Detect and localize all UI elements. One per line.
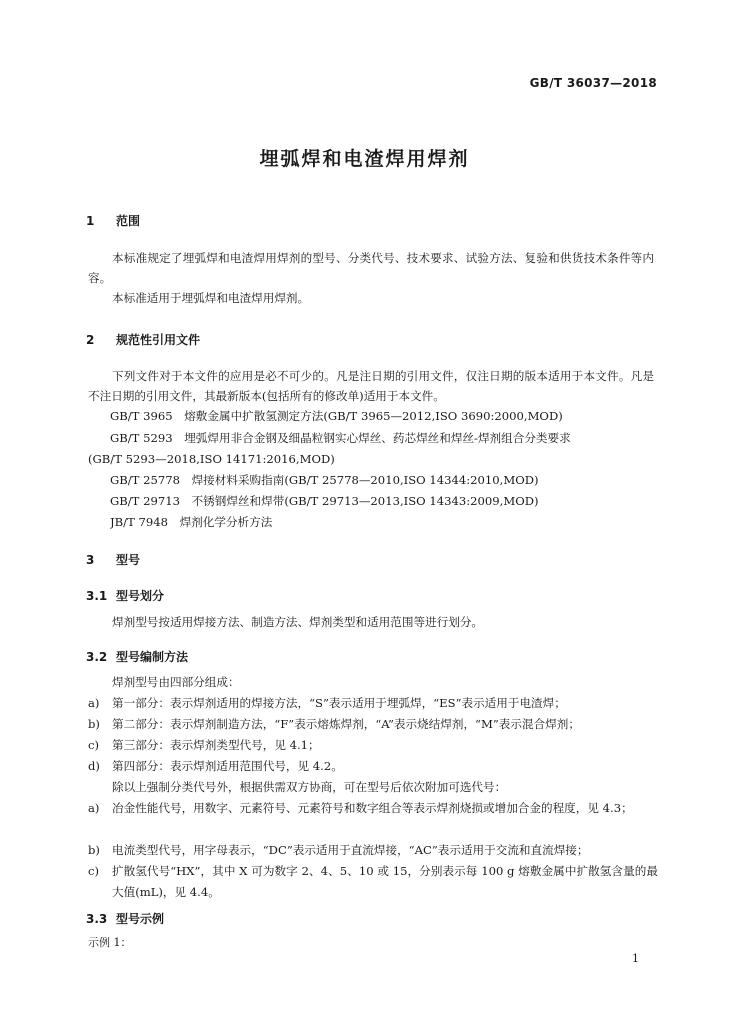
list-label: c) (88, 864, 100, 878)
list-text: 第二部分：表示焊剂制造方法，“F”表示熔炼焊剂，“A”表示烧结焊剂，“M”表示混合焊剂； (112, 717, 580, 731)
list-label: a) (88, 696, 100, 710)
list-item (88, 714, 658, 735)
list-text: 第三部分：表示焊剂类型代号，见 4.1； (112, 738, 320, 752)
section-title: 型号划分 (116, 589, 165, 603)
section-number: 3.2 (86, 650, 108, 664)
reference-item: GB/T 5293 埋弧焊用非合金钢及细晶粒钢实心焊丝、药芯焊丝和焊丝-焊剂组合分类要求 (110, 431, 571, 445)
list-label: b) (88, 717, 100, 731)
optional-list-item (88, 861, 658, 903)
document-title: 埋弧焊和电渣焊用焊剂 (259, 148, 470, 170)
section-3-3-heading (86, 910, 164, 927)
section-title: 型号编制方法 (116, 650, 189, 664)
list-text: 冶金性能代号，用数字、元素符号、元素符号和数字组合等表示焊剂烧损或增加合金的程度，见 4.3； (112, 801, 633, 815)
references-intro: 下列文件对于本文件的应用是必不可少的。凡是注日期的引用文件，仅注日期的版本适用于本文件。凡是不注日期的引用文件，其最新版本(包括所有的修改单)适用于本文件。 (88, 369, 654, 403)
reference-item: JB/T 7948 焊剂化学分析方法 (110, 515, 273, 529)
list-label: d) (88, 759, 100, 773)
list-label: c) (88, 738, 100, 752)
section-3-1-heading (86, 587, 164, 604)
section-title: 范围 (116, 214, 141, 228)
optional-codes-intro: 除以上强制分类代号外，根据供需双方协商，可在型号后依次附加可选代号： (112, 780, 507, 794)
section-number: 3.1 (86, 589, 108, 603)
section-title: 型号示例 (116, 912, 165, 926)
section-3-heading (86, 551, 140, 568)
example-label: 示例 1： (88, 936, 132, 949)
scope-paragraph-2: 本标准适用于埋弧焊和电渣焊用焊剂。 (112, 291, 310, 305)
section-number: 3.3 (86, 912, 108, 926)
reference-item-continuation: (GB/T 5293—2018,ISO 14171:2016,MOD) (88, 452, 335, 466)
section-number: 1 (86, 214, 95, 228)
section-1-heading (86, 212, 140, 229)
standard-code: GB/T 36037—2018 (529, 76, 657, 90)
classification-paragraph: 焊剂型号按适用焊接方法、制造方法、焊剂类型和适用范围等进行划分。 (112, 615, 484, 629)
section-2-heading (86, 331, 200, 348)
reference-item: GB/T 25778 焊接材料采购指南(GB/T 25778—2010,ISO 14344:2010,MOD) (110, 473, 539, 487)
list-text: 扩散氢代号“HX”，其中 X 可为数字 2、4、5、10 或 15，分别表示每 100 g 熔敷金属中扩散氢含量的最大值(mL)，见 4.4。 (112, 864, 658, 899)
section-title: 规范性引用文件 (116, 333, 201, 347)
optional-list-item (88, 798, 658, 819)
list-item (88, 735, 658, 756)
reference-item: GB/T 3965 熔敷金属中扩散氢测定方法(GB/T 3965—2012,ISO 3690:2000,MOD) (110, 409, 563, 423)
reference-item: GB/T 29713 不锈钢焊丝和焊带(GB/T 29713—2013,ISO 14343:2009,MOD) (110, 494, 539, 508)
list-item (88, 756, 658, 777)
optional-list-item (88, 840, 658, 861)
scope-paragraph-1: 本标准规定了埋弧焊和电渣焊用焊剂的型号、分类代号、技术要求、试验方法、复验和供货技术条件等内容。 (88, 251, 654, 285)
list-item (88, 693, 658, 714)
section-number: 2 (86, 333, 95, 347)
list-text: 第四部分：表示焊剂适用范围代号，见 4.2。 (112, 759, 343, 773)
section-3-2-heading (86, 648, 188, 665)
list-text: 第一部分：表示焊剂适用的焊接方法，“S”表示适用于埋弧焊，“ES”表示适用于电渣焊； (112, 696, 566, 710)
section-number: 3 (86, 553, 95, 567)
section-title: 型号 (116, 553, 141, 567)
page-number: 1 (632, 952, 639, 965)
list-label: a) (88, 801, 100, 815)
list-label: b) (88, 843, 100, 857)
list-text: 电流类型代号，用字母表示，“DC”表示适用于直流焊接，“AC”表示适用于交流和直流焊接； (112, 843, 589, 857)
composition-intro: 焊剂型号由四部分组成： (112, 675, 240, 689)
